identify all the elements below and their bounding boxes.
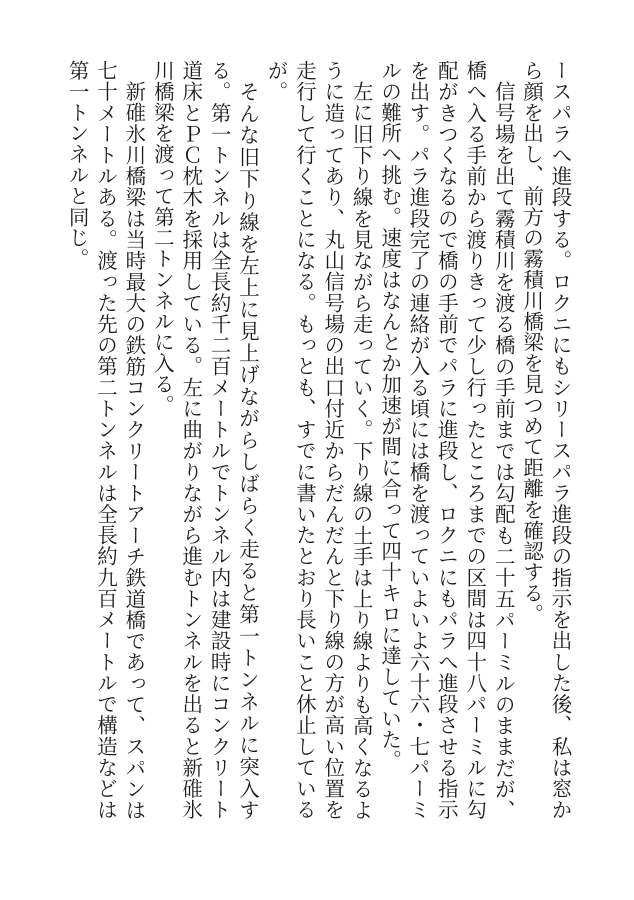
paragraph-2: 信号場を出て霧積川を渡る橋の手前までは勾配も二十五パーミルのままだが、橋へ入る手前から渡りきって少し行ったところまでの区間は四十八パーミルに勾配がきつくなるので橋の手前でパラに進段し、ロクニにもパラへ進段させる指示を出す。パラ進段完了の連絡が入る頃には橋を渡っていよいよ六十六・七パーミルの難所へ挑む。速度はなんとか加速が間に合って四十キロに達していた。 bbox=[377, 60, 516, 820]
paragraph-4: そんな旧下り線を左上に見上げながらしばらく走ると第一トンネルに突入する。第一トンネルは全長約千二百メートルでトンネル内は建設時にコンクリート道床とＰＣ枕木を採用している。左に曲がりながら進むトンネルを出ると新碓氷川橋梁を渡って第二トンネルに入る。 bbox=[150, 60, 260, 820]
paragraph-1: ースパラへ進段する。ロクニにもシリースパラ進段の指示を出した後、私は窓から顔を出し、前方の霧積川橋梁を見つめて距離を確認する。 bbox=[519, 60, 572, 820]
paragraph-5: 新碓氷川橋梁は当時最大の鉄筋コンクリートアーチ鉄道橋であって、スパンは七十メートルある。渡った先の第二トンネルは全長約九百メートルで構造などは第一トンネルと同じ。 bbox=[65, 60, 146, 820]
paragraph-3: 左に旧下り線を見ながら走っていく。下り線の土手は上り線よりも高くなるように造ってあり、丸山信号場の出口付近からだんだんと下り線の方が高い位置を走行して行くことになる。もっとも、すでに書いたとおり長いこと休止しているが。 bbox=[263, 60, 374, 820]
vertical-text-body bbox=[65, 60, 574, 820]
